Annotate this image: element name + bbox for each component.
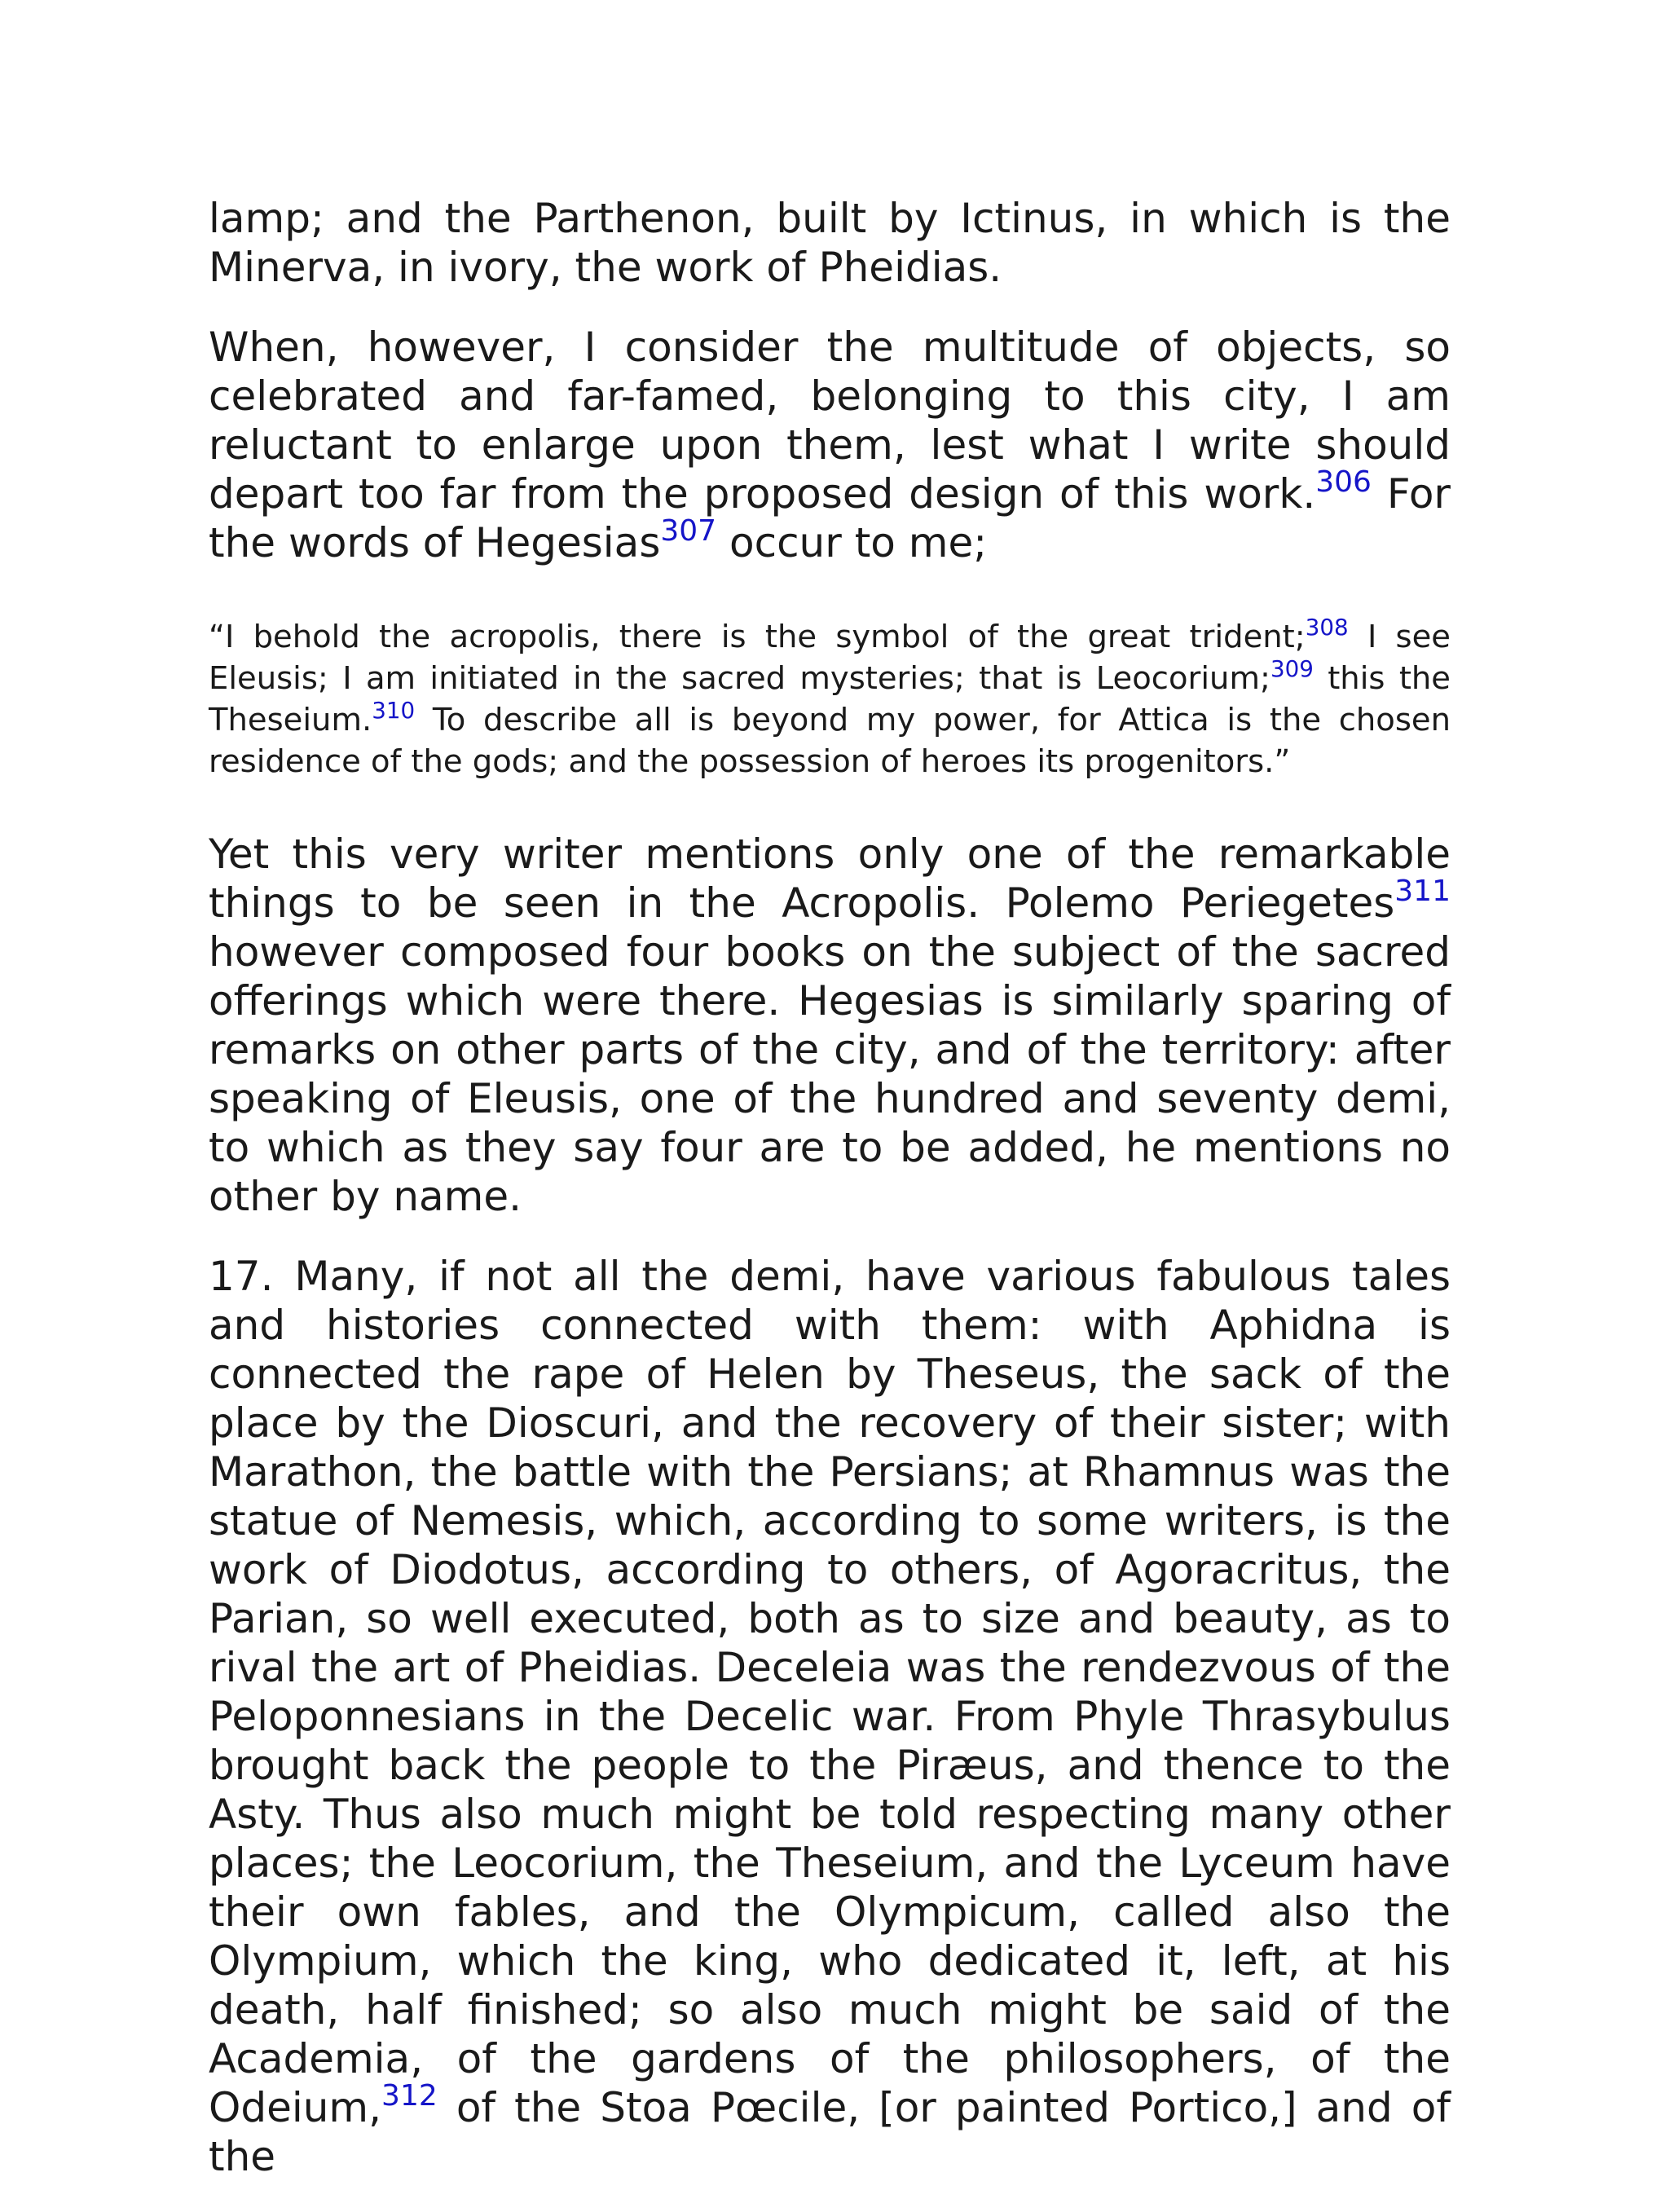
- text-segment: however composed four books on the subject of the sacred offerings which were there. Hegesias is similarly sparing of remarks on other parts of the city, and of the territory: after speaking of Eleusis, one of the hundred and seventy demi, to which as they say four are to be added, he mentions no other by name.: [209, 928, 1451, 1220]
- footnote-link-311[interactable]: 311: [1394, 875, 1451, 909]
- text-segment: 17. Many, if not all the demi, have various fabulous tales and histories connected with them: with Aphidna is connected the rape of Helen by Theseus, the sack of the place by the Dioscuri, and the recovery of their sister; with Marathon, the battle with the Persians; at Rhamnus was the statue of Nemesis, which, according to some writers, is the work of Diodotus, according to others, of Agoracritus, the Parian, so well executed, both as to size and beauty, as to rival the art of Pheidias. Deceleia was the rendezvous of the Peloponnesians in the Decelic war. From Phyle Thrasybulus brought back the people to the Piræus, and thence to the Asty. Thus also much might be told respecting many other places; the Leocorium, the Theseium, and the Lyceum have their own fables, and the Olympicum, called also the Olympium, which the king, who dedicated it, left, at his death, half finished; so also much might be said of the Academia, of the gardens of the philosophers, of the Odeium,: [209, 1253, 1451, 2131]
- footnote-link-307[interactable]: 307: [660, 514, 717, 549]
- text-segment: occur to me;: [716, 519, 988, 566]
- text-segment: “I behold the acropolis, there is the symbol of the great trident;: [209, 619, 1306, 655]
- paragraph-polemo: [209, 830, 1451, 1221]
- paragraph-hegesias-intro: [209, 323, 1451, 567]
- text-segment: To describe all is beyond my power, for Attica is the chosen residence of the gods; and the possession of heroes its progenitors.”: [209, 702, 1451, 780]
- footnote-link-306[interactable]: 306: [1315, 465, 1372, 500]
- text-segment: When, however, I consider the multitude of objects, so celebrated and far-famed, belonging to this city, I am reluctant to enlarge upon them, lest what I write should depart too far from the proposed design of this work.: [209, 324, 1451, 518]
- text-segment: this the Theseium.: [209, 660, 1451, 738]
- footnote-link-312[interactable]: 312: [381, 2079, 438, 2113]
- text-segment: lamp; and the Parthenon, built by Ictinus, in which is the Minerva, in ivory, the work of Pheidias.: [209, 195, 1451, 291]
- text-segment: of the Stoa Pœcile, [or painted Portico,] and of the: [209, 2084, 1451, 2180]
- footnote-link-309[interactable]: 309: [1270, 654, 1314, 682]
- text-segment: I see Eleusis; I am initiated in the sacred mysteries; that is Leocorium;: [209, 619, 1451, 697]
- text-segment: Yet this very writer mentions only one of the remarkable things to be seen in the Acropolis. Polemo Periegetes: [209, 831, 1451, 927]
- footnote-link-308[interactable]: 308: [1305, 613, 1349, 641]
- block-quote-hegesias: [209, 613, 1451, 782]
- footnote-link-310[interactable]: 310: [372, 696, 416, 724]
- paragraph-parthenon: [209, 194, 1451, 292]
- text-segment: For the words of Hegesias: [209, 470, 1451, 566]
- paragraph-demi-section-17: [209, 1252, 1451, 2181]
- page-body: [209, 194, 1451, 2212]
